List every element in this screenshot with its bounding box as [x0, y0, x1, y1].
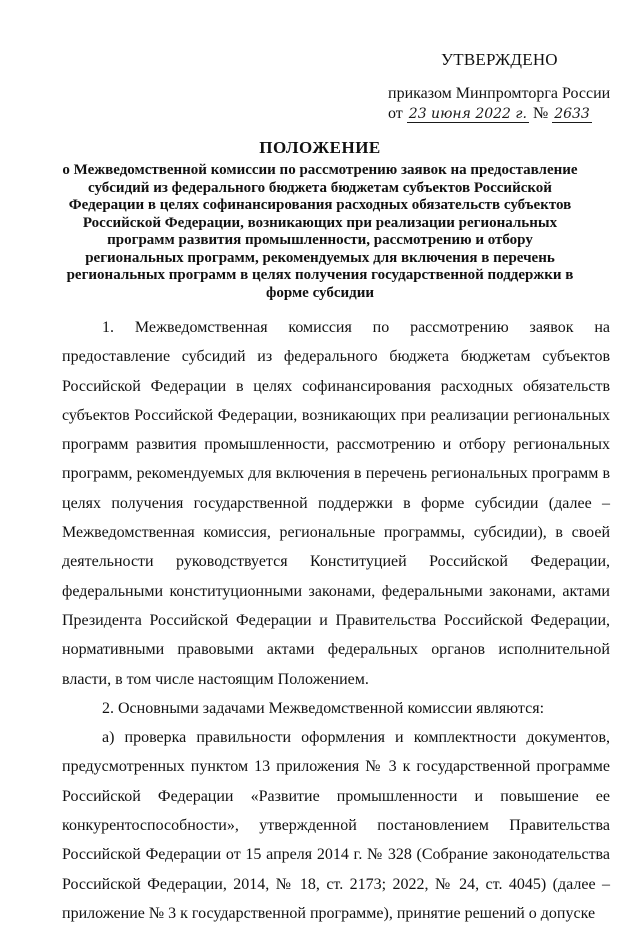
approved-label: УТВЕРЖДЕНО: [441, 50, 558, 69]
document-heading: [60, 138, 580, 302]
document-body: [62, 313, 610, 928]
paragraph-2: 2. Основными задачами Межведомственной комиссии являются:: [102, 699, 545, 717]
paragraph-1: 1. Межведомственная комиссия по рассмотрению заявок на предоставление субсидий из федерального бюджета бюджетам субъектов Российской Федерации в целях софинансирования расходных обязательств субъектов Российской Федерации, возникающих при реализации региональных программ развития промышленности, рассмотрению и отбору региональных программ, рекомендуемых для включения в перечень региональных программ в целях получения государственной поддержки в форме субсидии (далее – Межведомственная комиссия, региональные программы, субсидии), в своей деятельности руководствуется Конституцией Российской Федерации, федеральными конституционными законами, федеральными законами, актами Президента Российской Федерации и Правительства Российской Федерации, нормативными правовыми актами федеральных органов исполнительной власти, в том числе настоящим Положением.: [62, 319, 610, 688]
number-prefix: №: [532, 105, 549, 122]
handwritten-number: 2633: [554, 106, 590, 122]
order-date-line: [388, 104, 618, 124]
paragraph-2a: а) проверка правильности оформления и комплектности документов, предусмотренных пунктом 13 приложения № 3 к государственной программе Российской Федерации «Развитие промышленности и повышение ее конкурентоспособности», утвержденной постановлением Правительства Российской Федерации от 15 апреля 2014 г. № 328 (Собрание законодательства Российской Федерации, 2014, № 18, ст. 2173; 2022, № 24, ст. 4045) (далее – приложение № 3 к государственной программе), принятие решений о допуске: [62, 729, 610, 922]
document-subtitle: о Межведомственной комиссии по рассмотрению заявок на предоставление субсидий из федерального бюджета бюджетам субъектов Российской Федерации в целях софинансирования расходных обязательств субъектов Российской Федерации, возникающих при реализации региональных программ развития промышленности, рассмотрению и отбору региональных программ, рекомендуемых для включения в перечень региональных программ в целях получения государственной поддержки в форме субсидии: [62, 162, 578, 301]
document-title: ПОЛОЖЕНИЕ: [259, 138, 381, 157]
handwritten-date: 23 июня 2022 г.: [408, 106, 527, 122]
approval-stamp: [388, 50, 618, 124]
date-prefix: от: [388, 105, 403, 122]
order-by-line: приказом Минпромторга России: [388, 85, 611, 102]
